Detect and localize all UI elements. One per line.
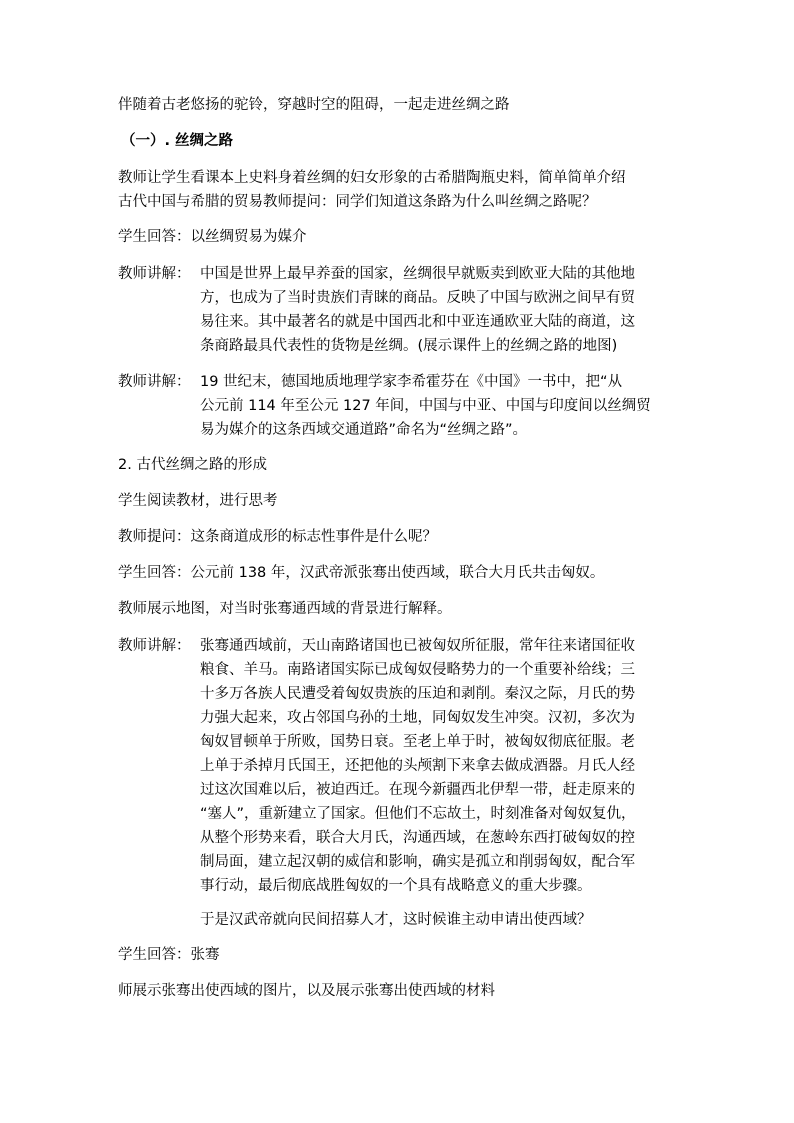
student-reading-text: 学生阅读教材，进行思考 <box>118 493 278 509</box>
explanation-line: 十多万各族人民遭受着匈奴贵族的压迫和剥削。秦汉之际，月氏的势 <box>200 686 635 702</box>
explanation-line: 匈奴冒顿单于所败，国势日衰。至老上单于时，被匈奴彻底征服。老 <box>200 734 635 750</box>
closing-text: 师展示张骞出使西域的图片，以及展示张骞出使西域的材料 <box>118 983 495 999</box>
follow-up-question: 于是汉武帝就向民间招募人才，这时候谁主动申请出使西域？ <box>200 912 592 928</box>
explanation-line: 19 世纪末，德国地质地理学家李希霍芬在《中国》一书中，把“从 <box>200 374 623 390</box>
intro-text: 伴随着古老悠扬的驼铃，穿越时空的阻碍，一起走进丝绸之路 <box>118 97 510 113</box>
speaker-label: 教师讲解： <box>118 266 191 282</box>
document-page <box>118 94 678 1014</box>
teacher-question: 教师提问：这条商道成形的标志性事件是什么呢？ <box>118 529 437 545</box>
explanation-body <box>200 262 678 358</box>
explanation-line: 过这次国难以后，被迫西迁。在现今新疆西北伊犁一带，赶走原来的 <box>200 782 635 798</box>
section-heading-formation: 2. 古代丝绸之路的形成 <box>118 457 267 473</box>
explanation-body <box>200 370 678 442</box>
speaker-label: 教师讲解： <box>118 374 191 390</box>
paragraph-line: 教师让学生看课本上史料身着丝绸的妇女形象的古希腊陶瓶史料，简单简单介绍 <box>118 170 626 186</box>
speaker-label: 教师讲解： <box>118 638 191 654</box>
student-answer-1: 学生回答：以丝绸贸易为媒介 <box>118 229 307 245</box>
student-answer-2: 学生回答：公元前 138 年，汉武帝派张骞出使西域，联合大月氏共击匈奴。 <box>118 565 605 581</box>
explanation-line: 张骞通西域前，天山南路诸国也已被匈奴所征服，常年往来诸国征收 <box>200 638 635 654</box>
explanation-line: 中国是世界上最早养蚕的国家，丝绸很早就贩卖到欧亚大陆的其他地 <box>200 266 635 282</box>
explanation-line: 条商路最具代表性的货物是丝绸。(展示课件上的丝绸之路的地图) <box>200 338 618 354</box>
explanation-line: 公元前 114 年至公元 127 年间，中国与中亚、中国与印度间以丝绸贸 <box>200 398 651 414</box>
paragraph-line: 古代中国与希腊的贸易教师提问：同学们知道这条路为什么叫丝绸之路呢？ <box>118 194 597 210</box>
explanation-line: 事行动，最后彻底战胜匈奴的一个具有战略意义的重大步骤。 <box>200 878 592 894</box>
explanation-line: 易往来。其中最著名的就是中国西北和中亚连通欧亚大陆的商道，这 <box>200 314 635 330</box>
explanation-line: “塞人”，重新建立了国家。但他们不忘故土，时刻准备对匈奴复仇， <box>200 806 636 822</box>
section-heading-silk-road: （一）. 丝绸之路 <box>121 133 234 149</box>
explanation-line: 易为媒介的这条西域交通道路”命名为“丝绸之路”。 <box>200 422 528 438</box>
explanation-line: 上单于杀掉月氏国王，还把他的头颅割下来拿去做成酒器。月氏人经 <box>200 758 635 774</box>
teacher-explanation-2 <box>118 370 678 442</box>
explanation-line: 力强大起来，攻占邻国乌孙的土地，同匈奴发生冲突。汉初，多次为 <box>200 710 635 726</box>
explanation-line: 方，也成为了当时贵族们青睐的商品。反映了中国与欧洲之间早有贸 <box>200 290 635 306</box>
explanation-line: 制局面，建立起汉朝的威信和影响，确实是孤立和削弱匈奴，配合军 <box>200 854 635 870</box>
paragraph-teacher-intro <box>118 166 678 214</box>
teacher-explanation-1 <box>118 262 678 358</box>
teacher-explanation-3 <box>118 634 678 898</box>
explanation-line: 从整个形势来看，联合大月氏，沟通西域，在葱岭东西打破匈奴的控 <box>200 830 635 846</box>
explanation-body <box>200 634 678 898</box>
student-answer-3: 学生回答：张骞 <box>118 947 220 963</box>
explanation-line: 粮食、羊马。南路诸国实际已成匈奴侵略势力的一个重要补给线；三 <box>200 662 635 678</box>
teacher-map-text: 教师展示地图，对当时张骞通西域的背景进行解释。 <box>118 601 452 617</box>
